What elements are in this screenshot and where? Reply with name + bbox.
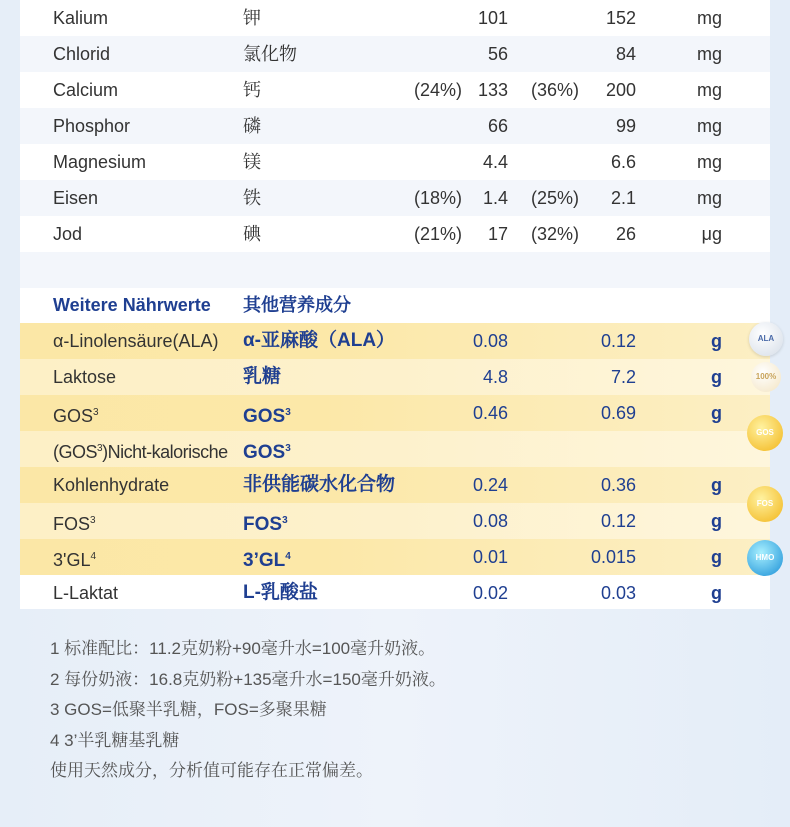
row-unit: μg xyxy=(701,224,722,244)
row-label-de: Magnesium xyxy=(53,152,147,172)
row-value-2: 0.015 xyxy=(590,547,636,567)
row-unit: g xyxy=(711,331,722,351)
footnotes xyxy=(50,634,446,787)
row-value-1: 133 xyxy=(477,80,508,100)
row-label-cn: 乳糖 xyxy=(243,366,282,387)
row-value-2: 99 xyxy=(615,116,636,136)
row-value-1: 0.01 xyxy=(472,547,508,567)
row-value-2: 200 xyxy=(605,80,636,100)
row-value-1: 4.4 xyxy=(482,152,508,172)
footnote: 1 标准配比：11.2克奶粉+90毫升水=100毫升奶液。 xyxy=(50,639,436,658)
table-row xyxy=(20,575,770,611)
row-label-de: FOS$^3$ xyxy=(53,514,96,534)
row-label-de: α-Linolensäure(ALA) xyxy=(53,331,219,351)
row-label-de: Calcium xyxy=(53,80,119,100)
table-row xyxy=(20,36,770,72)
row-label-cn: GOS$^3$ xyxy=(243,442,291,463)
row-label-cn: 钾 xyxy=(243,8,261,28)
row-value-1: 4.8 xyxy=(482,367,508,387)
row-label-de: Eisen xyxy=(53,188,99,208)
row-label-cn: 铁 xyxy=(243,188,261,208)
row-label-cn: $3’GL^4$ xyxy=(243,550,291,571)
row-unit: g xyxy=(711,583,722,603)
row-value-2: 0.12 xyxy=(600,511,636,531)
row-label-cn: 磷 xyxy=(243,116,261,136)
table-row xyxy=(20,216,770,252)
row-unit: g xyxy=(711,475,722,495)
row-label-cn: L-乳酸盐 xyxy=(243,582,318,603)
row-label-cn: 镁 xyxy=(243,152,261,172)
table-row xyxy=(20,108,770,144)
row-percent-2: (25%) xyxy=(530,188,579,208)
section-title-de: Weitere Nährwerte xyxy=(53,295,211,315)
row-percent-1 xyxy=(408,36,462,72)
row-value-2: 0.36 xyxy=(600,475,636,495)
row-value-2: 2.1 xyxy=(610,188,636,208)
table-row xyxy=(20,359,770,395)
row-value-1: 0.46 xyxy=(472,403,508,423)
row-value-2: 6.6 xyxy=(610,152,636,172)
row-value-1: 1.4 xyxy=(482,188,508,208)
row-label-de: $3'GL^4$ xyxy=(53,550,97,570)
row-label-de: Kalium xyxy=(53,8,109,28)
row-value-1: 0.08 xyxy=(472,331,508,351)
fos-badge-icon: FOS xyxy=(747,486,783,522)
row-percent-1: (24%) xyxy=(413,80,462,100)
row-label-de: Laktose xyxy=(53,367,117,387)
row-value-2: 84 xyxy=(615,44,636,64)
table-row xyxy=(20,144,770,180)
row-label-de: GOS$^3$ xyxy=(53,406,99,426)
row-unit: mg xyxy=(696,116,722,136)
hmo-badge-icon: HMO xyxy=(747,540,783,576)
gos-badge-icon: GOS xyxy=(747,415,783,451)
row-value-1: 0.02 xyxy=(472,583,508,603)
row-label-de: Phosphor xyxy=(53,116,131,136)
row-label-de: L-Laktat xyxy=(53,583,119,603)
row-label-de: Jod xyxy=(53,224,83,244)
row-label-cn: 氯化物 xyxy=(243,44,297,64)
row-percent-2 xyxy=(525,144,579,180)
footnote: 使用天然成分，分析值可能存在正常偏差。 xyxy=(50,761,373,780)
footnote: 3 GOS=低聚半乳糖，FOS=多聚果糖 xyxy=(50,700,327,719)
row-label-cn: 碘 xyxy=(243,224,261,244)
table-row xyxy=(20,72,770,108)
table-row xyxy=(20,395,770,431)
lactose-badge-icon: 100% xyxy=(751,362,781,392)
row-percent-2 xyxy=(525,108,579,144)
row-value-1: 0.24 xyxy=(472,475,508,495)
table-row xyxy=(20,467,770,503)
table-row xyxy=(20,503,770,539)
row-value-1: 101 xyxy=(477,8,508,28)
table-row xyxy=(20,0,770,36)
row-value-2: 0.69 xyxy=(600,403,636,423)
table-row xyxy=(20,539,770,575)
table-row xyxy=(20,323,770,359)
row-label-cn: 钙 xyxy=(243,80,261,100)
table-row xyxy=(20,180,770,216)
row-label-cn: α-亚麻酸（ALA） xyxy=(243,330,396,351)
row-unit: g xyxy=(711,511,722,531)
row-percent-1 xyxy=(408,0,462,36)
ala-badge-icon: ALA xyxy=(749,322,783,356)
row-percent-1: (21%) xyxy=(413,224,462,244)
row-value-2: 7.2 xyxy=(610,367,636,387)
row-value-2: 0.03 xyxy=(600,583,636,603)
row-percent-1 xyxy=(408,108,462,144)
row-label-cn: GOS$^3$ xyxy=(243,406,291,427)
row-unit: mg xyxy=(696,44,722,64)
row-percent-2: (36%) xyxy=(530,80,579,100)
row-value-1: 56 xyxy=(487,44,508,64)
row-unit: g xyxy=(711,547,722,567)
footnote: 2 每份奶液：16.8克奶粉+135毫升水=150毫升奶液。 xyxy=(50,669,446,689)
row-label-cn: FOS$^3$ xyxy=(243,514,288,535)
row-value-2: 152 xyxy=(605,8,636,28)
row-unit: mg xyxy=(696,152,722,172)
row-value-2: 26 xyxy=(615,224,636,244)
row-label-cn: 非供能碳水化合物 xyxy=(243,474,396,495)
row-percent-2 xyxy=(525,36,579,72)
table-row xyxy=(20,431,770,467)
section-title-cn: 其他营养成分 xyxy=(243,295,351,315)
row-label-de: Kohlenhydrate xyxy=(53,475,170,495)
row-unit: mg xyxy=(696,80,722,100)
row-unit: mg xyxy=(696,8,722,28)
row-value-1: 66 xyxy=(487,116,508,136)
footnote: 4 3’半乳糖基乳糖 xyxy=(50,730,180,750)
table-spacer-row xyxy=(20,252,770,288)
row-unit: mg xyxy=(696,188,722,208)
row-unit: g xyxy=(711,367,722,387)
row-percent-1: (18%) xyxy=(413,188,462,208)
row-value-2: 0.12 xyxy=(600,331,636,351)
row-label-de: Chlorid xyxy=(53,44,111,64)
row-percent-1 xyxy=(408,144,462,180)
section-header xyxy=(20,287,770,323)
row-percent-2 xyxy=(525,0,579,36)
row-value-1: 0.08 xyxy=(472,511,508,531)
row-unit: g xyxy=(711,403,722,423)
row-percent-2: (32%) xyxy=(530,224,579,244)
row-value-1: 17 xyxy=(487,224,508,244)
row-label-de: (GOS$^3$)Nicht-kalorische xyxy=(53,442,228,462)
